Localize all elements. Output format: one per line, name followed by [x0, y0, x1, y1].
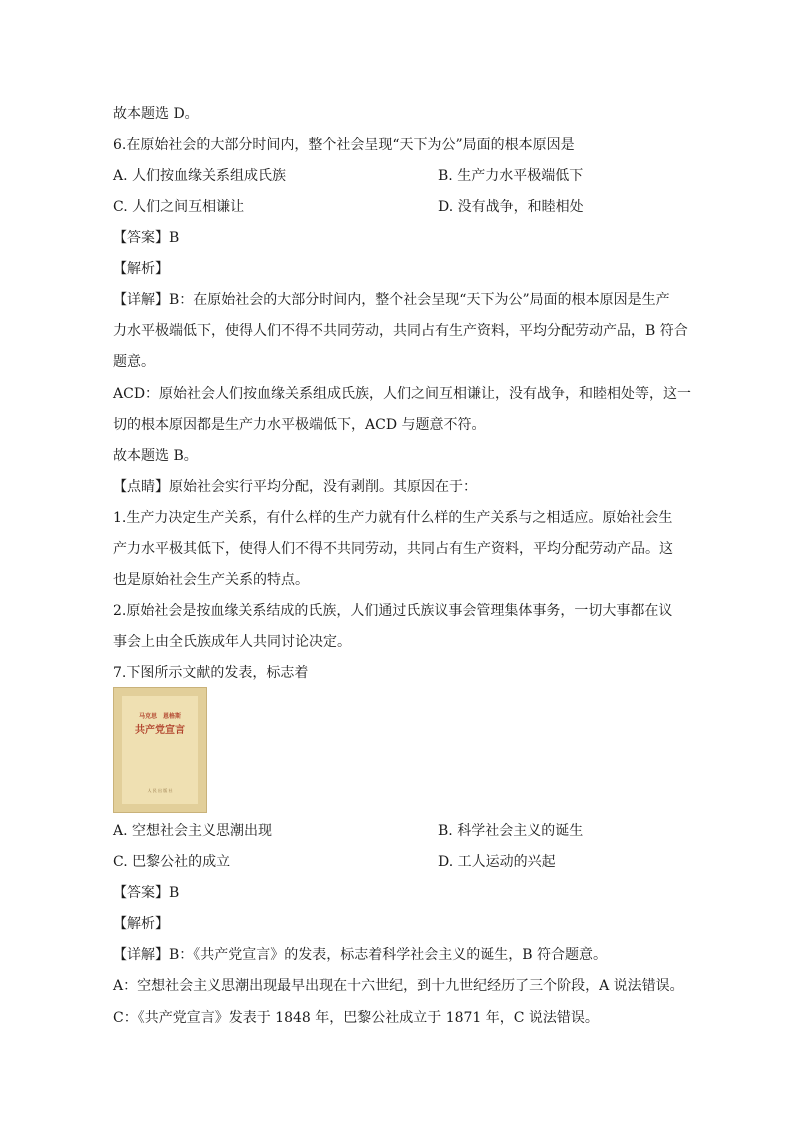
book-cover-panel [122, 696, 198, 804]
question-6-option-d: D. 没有战争，和睦相处 [438, 199, 584, 215]
question-6-acd-line: 切的根本原因都是生产力水平极端低下，ACD 与题意不符。 [113, 417, 486, 433]
question-6-tip-line: 也是原始社会生产关系的特点。 [113, 572, 309, 588]
book-title: 共产党宣言 [135, 725, 185, 736]
question-6-detail-line: 力水平极端低下，使得人们不得不共同劳动，共同占有生产资料，平均分配劳动产品，B 符合 [113, 323, 688, 339]
question-6-detail-line: 题意。 [113, 354, 155, 370]
question-7-detail-line: A：空想社会主义思潮出现最早出现在十六世纪，到十九世纪经历了三个阶段，A 说法错误。 [113, 978, 684, 994]
book-publisher: 人 民 出 版 社 [147, 788, 173, 793]
question-7-option-b: B. 科学社会主义的诞生 [438, 823, 584, 839]
question-7-analysis-heading: 【解析】 [113, 916, 169, 932]
question-7-stem: 7.下图所示文献的发表，标志着 [113, 665, 309, 681]
question-6-option-b: B. 生产力水平极端低下 [438, 168, 584, 184]
communist-manifesto-book-cover [113, 687, 207, 813]
question-6-tip-line: 事会上由全氏族成年人共同讨论决定。 [113, 634, 351, 650]
question-7-detail-line: 【详解】B：《共产党宣言》的发表，标志着科学社会主义的诞生，B 符合题意。 [113, 947, 608, 963]
question-6-acd-line: ACD：原始社会人们按血缘关系组成氏族，人们之间互相谦让，没有战争，和睦相处等，这一 [113, 386, 692, 402]
question-6-tip-line: 1.生产力决定生产关系，有什么样的生产力就有什么样的生产关系与之相适应。原始社会生 [113, 510, 673, 526]
question-6-tip-line: 产力水平极其低下，使得人们不得不共同劳动，共同占有生产资料，平均分配劳动产品。这 [113, 541, 673, 557]
question-7-option-a: A. 空想社会主义思潮出现 [113, 823, 273, 839]
book-authors: 马克思 恩格斯 [138, 713, 181, 720]
question-6-tip-heading: 【点睛】原始社会实行平均分配，没有剥削。其原因在于： [113, 479, 477, 495]
question-6-detail-line: 【详解】B：在原始社会的大部分时间内，整个社会呈现“天下为公”局面的根本原因是生产 [113, 292, 670, 308]
question-7-option-d: D. 工人运动的兴起 [438, 854, 556, 870]
question-6-stem: 6.在原始社会的大部分时间内，整个社会呈现“天下为公”局面的根本原因是 [113, 137, 575, 153]
prev-answer-conclusion: 故本题选 D。 [113, 106, 199, 122]
question-6-conclusion: 故本题选 B。 [113, 448, 198, 464]
question-6-tip-line: 2.原始社会是按血缘关系结成的氏族，人们通过氏族议事会管理集体事务，一切大事都在议 [113, 603, 673, 619]
question-7-option-c: C. 巴黎公社的成立 [113, 854, 231, 870]
question-7-answer: 【答案】B [113, 885, 180, 901]
question-6-option-a: A. 人们按血缘关系组成氏族 [113, 168, 287, 184]
question-6-option-c: C. 人们之间互相谦让 [113, 199, 245, 215]
question-6-analysis-heading: 【解析】 [113, 261, 169, 277]
question-6-answer: 【答案】B [113, 230, 180, 246]
question-7-detail-line: C：《共产党宣言》发表于 1848 年，巴黎公社成立于 1871 年，C 说法错误。 [113, 1010, 599, 1026]
